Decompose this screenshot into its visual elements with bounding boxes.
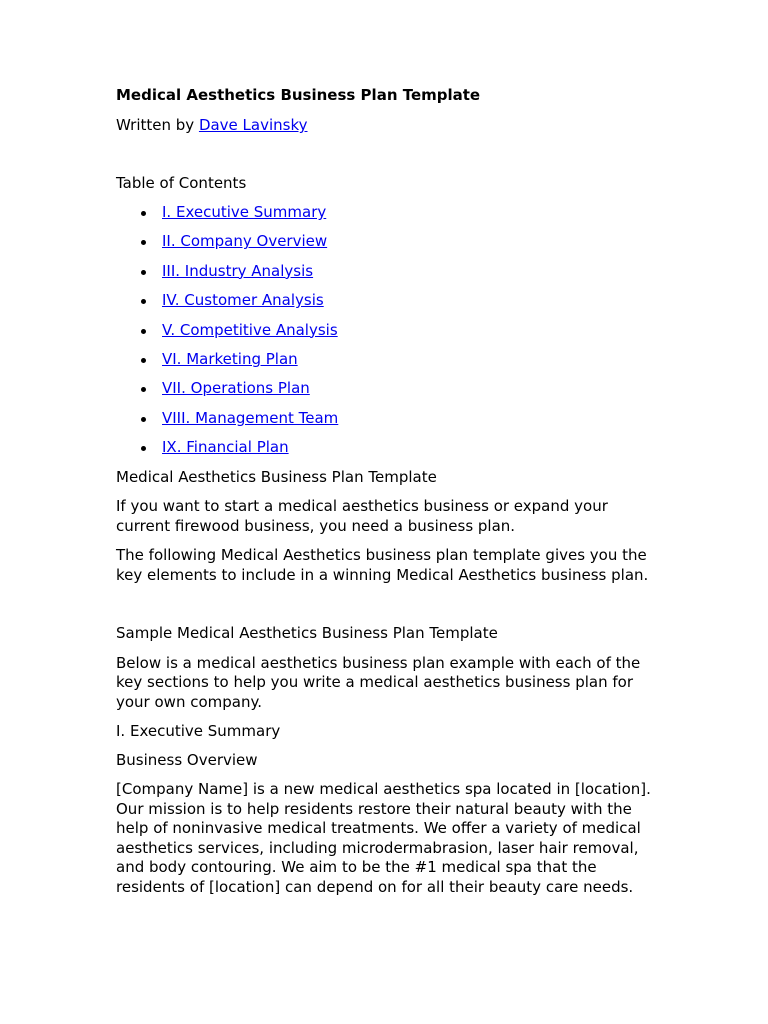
toc-link-operations-plan[interactable]: VII. Operations Plan — [162, 379, 310, 398]
toc-item — [116, 203, 656, 232]
business-overview-heading: Business Overview — [116, 750, 258, 769]
toc-link-competitive-analysis[interactable]: V. Competitive Analysis — [162, 320, 338, 339]
toc-link-executive-summary[interactable]: I. Executive Summary — [162, 203, 327, 221]
toc-item — [116, 350, 656, 379]
toc-item — [116, 409, 656, 438]
author-prefix: Written by — [116, 116, 199, 134]
toc-item — [116, 321, 656, 350]
toc-item — [116, 262, 656, 291]
toc-link-customer-analysis[interactable]: IV. Customer Analysis — [162, 291, 324, 310]
toc-link-management-team[interactable]: VIII. Management Team — [162, 408, 339, 427]
toc-item — [116, 379, 656, 408]
business-overview-paragraph: [Company Name] is a new medical aesthetics spa located in [location]. Our mission is to help residents restore their natural beauty with the help of noninvasive medical treatments. We offer a variety of medical aesthetics services, including microdermabrasion, laser hair removal, and body contouring. We aim to be the #1 medical spa that the residents of [location] can depend on for all their beauty care needs. — [116, 780, 651, 896]
toc-label: Table of Contents — [116, 174, 247, 192]
intro-paragraph: If you want to start a medical aesthetics business or expand your current firewood business, you need a business plan. — [116, 497, 608, 535]
toc-item — [116, 291, 656, 320]
document-title: Medical Aesthetics Business Plan Template — [116, 86, 481, 104]
author-link[interactable]: Dave Lavinsky — [198, 116, 308, 134]
toc-item — [116, 438, 656, 467]
section-heading: Medical Aesthetics Business Plan Template — [116, 467, 437, 486]
executive-summary-heading: I. Executive Summary — [116, 722, 281, 741]
following-paragraph: The following Medical Aesthetics business plan template gives you the key elements to include in a winning Medical Aesthetics business plan. — [116, 546, 649, 584]
author-line — [116, 116, 656, 136]
document-body — [116, 86, 656, 897]
table-of-contents — [116, 203, 656, 468]
toc-link-industry-analysis[interactable]: III. Industry Analysis — [162, 261, 314, 280]
toc-link-financial-plan[interactable]: IX. Financial Plan — [162, 438, 289, 457]
sample-heading: Sample Medical Aesthetics Business Plan Template — [116, 624, 498, 643]
sample-paragraph: Below is a medical aesthetics business plan example with each of the key sections to help you write a medical aesthetics business plan for your own company. — [116, 653, 641, 711]
toc-item — [116, 232, 656, 261]
toc-link-marketing-plan[interactable]: VI. Marketing Plan — [162, 349, 298, 368]
toc-link-company-overview[interactable]: II. Company Overview — [162, 232, 328, 251]
